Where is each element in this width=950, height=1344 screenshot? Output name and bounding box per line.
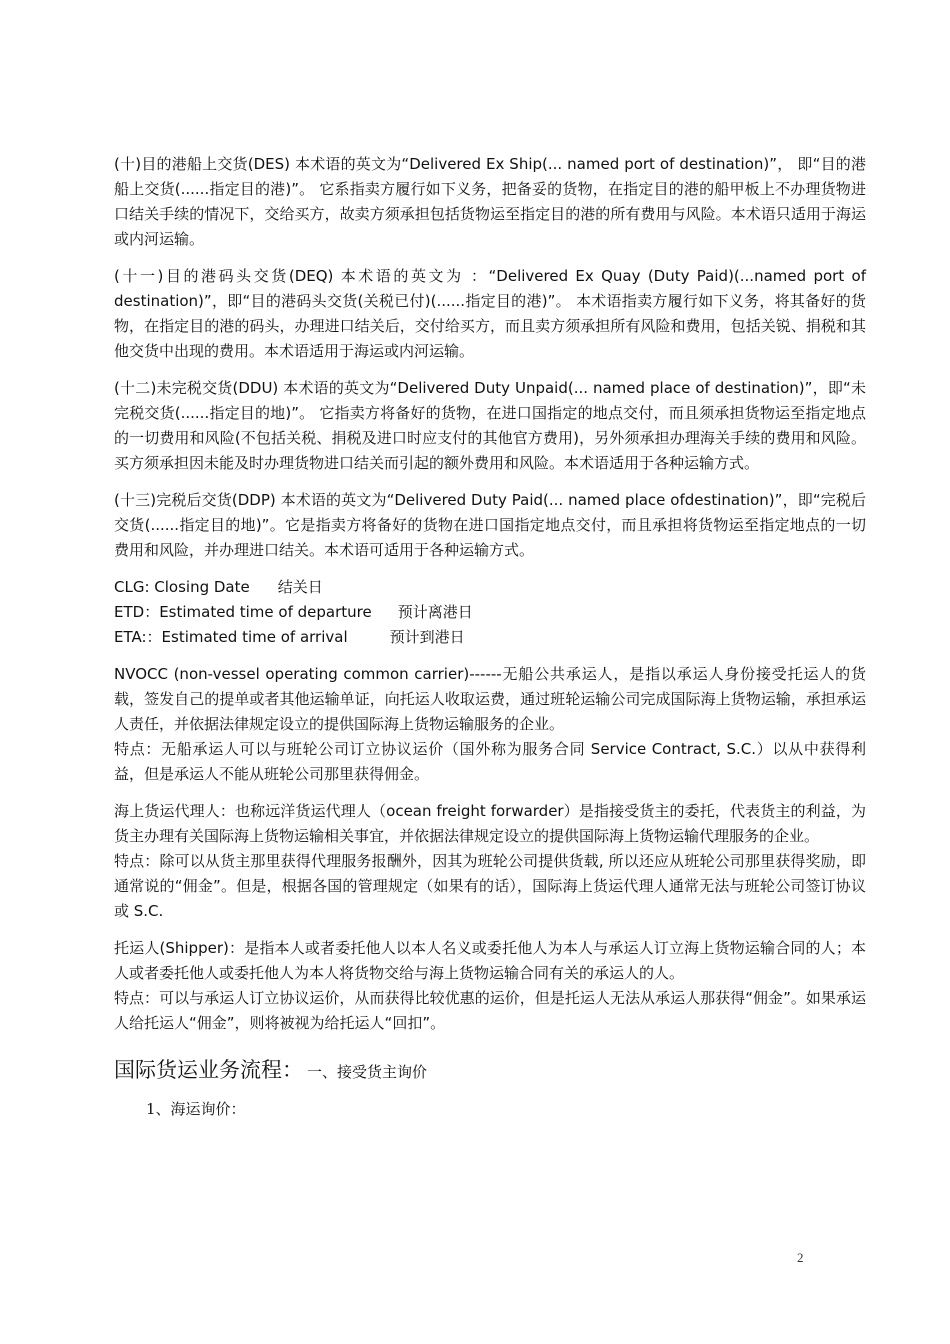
deq-text: (十一)目的港码头交货(DEQ) 本术语的英文为 ：“Delivered Ex Quay (Duty Paid)(...named port of destination)”，即“目的港码头交货(关税已付)(......指定目的港)”。 本术语指卖方履行如下义务，将其备好的货物，在指定目的港的码头，办理进口结关后，交付给买方，而且卖方须承担所有风险和费用，包括关锐、捐税和其他交货中出现的费用。本术语适用于海运或内河运输。 [114,267,866,360]
term-row-etd [114,600,866,625]
term-meaning: 结关日 [277,578,323,596]
term-meaning: 预计到港日 [389,628,465,646]
page-number: 2 [797,1250,804,1265]
nvocc-feature: 特点：无船承运人可以与班轮公司订立协议运价（国外称为服务合同 Service Contract, S.C.）以从中获得利益，但是承运人不能从班轮公司那里获得佣金。 [114,740,866,783]
section-title: 国际货运业务流程： [114,1058,303,1082]
nvocc-definition: NVOCC (non-vessel operating common carrier)------无船公共承运人，是指以承运人身份接受托运人的货载，签发自己的提单或者其他运输单证，向托运人收取运费，通过班轮运输公司完成国际海上货物运输，承担承运人责任，并依据法律规定设立的提供国际海上货物运输服务的企业。 [114,665,866,733]
paragraph-ddp [114,488,866,563]
des-text: (十)目的港船上交货(DES) 本术语的英文为“Delivered Ex Ship(... named port of destination)”， 即“目的港船上交货(......指定目的港)”。 它系指卖方履行如下义务，把备妥的货物，在指定目的港的船甲板上不办理货物进口结关手续的情况下，交给买方，故卖方须承担包括货物运至指定目的港的所有费用与风险。本术语只适用于海运或内河运输。 [114,155,866,248]
paragraph-des [114,152,866,252]
term-abbr: ETD：Estimated time of departure [114,603,372,621]
paragraph-nvocc [114,662,866,787]
term-meaning: 预计离港日 [397,603,473,621]
terms-list [114,575,866,650]
section-heading [114,1058,866,1085]
shipper-definition: 托运人(Shipper)：是指本人或者委托他人以本人名义或委托他人为本人与承运人订立海上货物运输合同的人；本人或者委托他人或委托他人为本人将货物交给与海上货物运输合同有关的承运人的人。 [114,939,866,982]
forwarder-feature: 特点：除可以从货主那里获得代理服务报酬外，因其为班轮公司提供货载, 所以还应从班轮公司那里获得奖励，即通常说的“佣金”。但是，根据各国的管理规定（如果有的话），国际海上货运代理人通常无法与班轮公司签订协议或 S.C. [114,852,866,920]
term-row-clg [114,575,866,600]
ddu-text: (十二)未完税交货(DDU) 本术语的英文为“Delivered Duty Unpaid(... named place of destination)”，即“未完税交货(......指定目的地)”。 它指卖方将备好的货物，在进口国指定的地点交付，而且须承担货物运至指定地点的一切费用和风险(不包括关税、捐税及进口时应支付的其他官方费用)，另外须承担办理海关手续的费用和风险。买方须承担因未能及时办理货物进口结关而引起的额外费用和风险。本术语适用于各种运输方式。 [114,379,866,472]
shipper-feature: 特点：可以与承运人订立协议运价，从而获得比较优惠的运价，但是托运人无法从承运人那获得“佣金”。如果承运人给托运人“佣金”，则将被视为给托运人“回扣”。 [114,989,866,1032]
forwarder-definition: 海上货运代理人：也称远洋货运代理人（ocean freight forwarder）是指接受货主的委托，代表货主的利益，为货主办理有关国际海上货物运输相关事宜，并依据法律规定设立的提供国际海上货物运输代理服务的企业。 [114,802,866,845]
paragraph-deq [114,264,866,364]
section-step: 一、接受货主询价 [307,1063,428,1081]
term-row-eta [114,625,866,650]
paragraph-ddu [114,376,866,476]
page-content [114,152,866,1122]
ddp-text: (十三)完税后交货(DDP) 本术语的英文为“Delivered Duty Paid(... named place ofdestination)”，即“完税后交货(......指定目的地)”。它是指卖方将备好的货物在进口国指定地点交付，而且承担将货物运至指定地点的一切费用和风险，并办理进口结关。本术语可适用于各种运输方式。 [114,491,866,559]
section-item: 1、海运询价： [146,1100,246,1118]
paragraph-forwarder [114,799,866,924]
term-abbr: ETA:：Estimated time of arrival [114,628,348,646]
term-abbr: CLG: Closing Date [114,578,250,596]
paragraph-shipper [114,936,866,1036]
